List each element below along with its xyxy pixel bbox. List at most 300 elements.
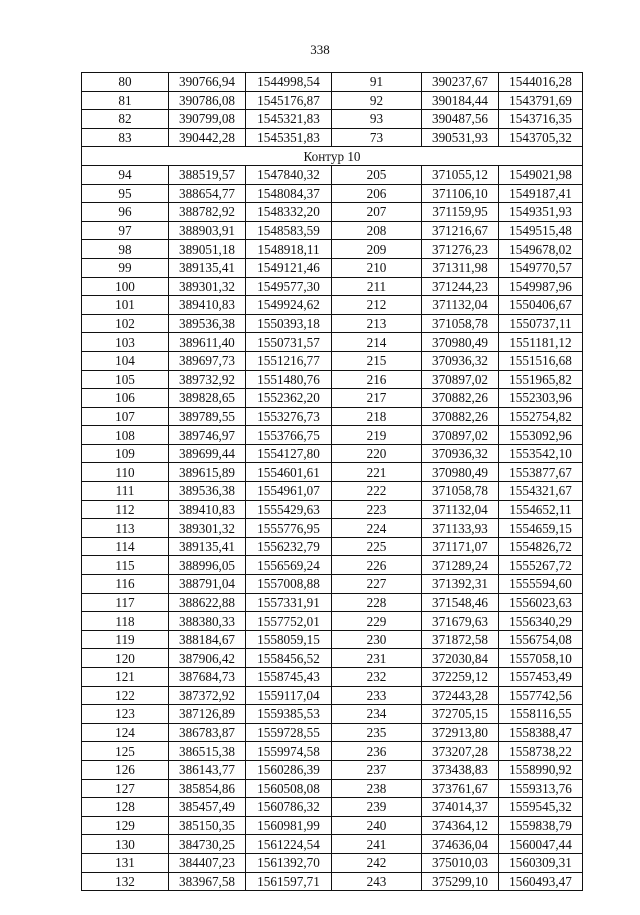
point-number-cell: 99: [82, 258, 169, 277]
point-number-cell: 216: [332, 370, 422, 389]
point-number-cell: 91: [332, 73, 422, 92]
coordinate-cell: 388380,33: [169, 612, 246, 631]
coordinate-cell: 372443,28: [422, 686, 499, 705]
coordinate-cell: 1560786,32: [246, 798, 332, 817]
coordinate-cell: 1549770,57: [499, 258, 583, 277]
point-number-cell: 230: [332, 630, 422, 649]
coordinate-cell: 1549577,30: [246, 277, 332, 296]
coordinate-cell: 1547840,32: [246, 165, 332, 184]
coordinate-cell: 370936,32: [422, 351, 499, 370]
coordinate-cell: 1544016,28: [499, 73, 583, 92]
point-number-cell: 237: [332, 760, 422, 779]
coordinate-cell: 389135,41: [169, 537, 246, 556]
coordinate-cell: 1560493,47: [499, 872, 583, 891]
coordinate-cell: 1543791,69: [499, 91, 583, 110]
point-number-cell: 209: [332, 240, 422, 259]
coordinate-cell: 1556232,79: [246, 537, 332, 556]
point-number-cell: 227: [332, 575, 422, 594]
coordinate-cell: 389615,89: [169, 463, 246, 482]
point-number-cell: 81: [82, 91, 169, 110]
table-row: [82, 686, 583, 705]
coordinate-cell: 389697,73: [169, 351, 246, 370]
table-row: [82, 482, 583, 501]
table-row: [82, 314, 583, 333]
coordinate-cell: 390487,56: [422, 110, 499, 129]
table-row: [82, 593, 583, 612]
table-row: [82, 407, 583, 426]
coordinate-cell: 1543705,32: [499, 128, 583, 147]
point-number-cell: 238: [332, 779, 422, 798]
table-row: [82, 705, 583, 724]
coordinate-cell: 371132,04: [422, 500, 499, 519]
coordinate-cell: 1557058,10: [499, 649, 583, 668]
coordinate-cell: 1555429,63: [246, 500, 332, 519]
table-row: [82, 128, 583, 147]
coordinate-cell: 389410,83: [169, 500, 246, 519]
coordinate-cell: 385150,35: [169, 816, 246, 835]
point-number-cell: 108: [82, 426, 169, 445]
coordinate-cell: 1550406,67: [499, 296, 583, 315]
table-row: [82, 649, 583, 668]
coordinate-cell: 386515,38: [169, 742, 246, 761]
point-number-cell: 80: [82, 73, 169, 92]
coordinate-cell: 1552303,96: [499, 389, 583, 408]
coordinate-cell: 388903,91: [169, 221, 246, 240]
point-number-cell: 220: [332, 444, 422, 463]
coordinate-cell: 1551965,82: [499, 370, 583, 389]
table-row: [82, 277, 583, 296]
table-row: [82, 537, 583, 556]
point-number-cell: 101: [82, 296, 169, 315]
table-row: [82, 668, 583, 687]
coordinate-cell: 385854,86: [169, 779, 246, 798]
coordinate-cell: 390184,44: [422, 91, 499, 110]
coordinate-cell: 371548,46: [422, 593, 499, 612]
table-row: [82, 630, 583, 649]
coordinate-cell: 1543716,35: [499, 110, 583, 129]
coordinate-cell: 1550731,57: [246, 333, 332, 352]
coordinate-cell: 1560508,08: [246, 779, 332, 798]
table-row: [82, 779, 583, 798]
coordinate-cell: 1549351,93: [499, 203, 583, 222]
coordinate-cell: 371132,04: [422, 296, 499, 315]
coordinate-cell: 390799,08: [169, 110, 246, 129]
coordinate-cell: 388184,67: [169, 630, 246, 649]
coordinate-cell: 375299,10: [422, 872, 499, 891]
point-number-cell: 93: [332, 110, 422, 129]
coordinate-cell: 1555776,95: [246, 519, 332, 538]
point-number-cell: 117: [82, 593, 169, 612]
coordinate-cell: 374364,12: [422, 816, 499, 835]
coordinate-cell: 1549678,02: [499, 240, 583, 259]
coordinate-cell: 1549987,96: [499, 277, 583, 296]
table-row: [82, 556, 583, 575]
coordinate-cell: 1549924,62: [246, 296, 332, 315]
point-number-cell: 114: [82, 537, 169, 556]
point-number-cell: 212: [332, 296, 422, 315]
point-number-cell: 130: [82, 835, 169, 854]
point-number-cell: 236: [332, 742, 422, 761]
coordinate-cell: 372030,84: [422, 649, 499, 668]
point-number-cell: 228: [332, 593, 422, 612]
table-row: [82, 73, 583, 92]
table-row: [82, 835, 583, 854]
point-number-cell: 107: [82, 407, 169, 426]
coordinate-cell: 1556023,63: [499, 593, 583, 612]
coordinate-cell: 1554127,80: [246, 444, 332, 463]
coordinate-cell: 370980,49: [422, 463, 499, 482]
point-number-cell: 96: [82, 203, 169, 222]
coordinate-cell: 1548084,37: [246, 184, 332, 203]
coordinate-cell: 1544998,54: [246, 73, 332, 92]
point-number-cell: 232: [332, 668, 422, 687]
coordinate-cell: 1545351,83: [246, 128, 332, 147]
coordinate-cell: 1553542,10: [499, 444, 583, 463]
coordinate-cell: 371289,24: [422, 556, 499, 575]
coordinate-cell: 388519,57: [169, 165, 246, 184]
coordinate-cell: 1555594,60: [499, 575, 583, 594]
coordinate-cell: 1554321,67: [499, 482, 583, 501]
coordinate-cell: 1558990,92: [499, 760, 583, 779]
coordinate-cell: 387906,42: [169, 649, 246, 668]
coordinate-cell: 1559728,55: [246, 723, 332, 742]
coordinate-cell: 370882,26: [422, 407, 499, 426]
point-number-cell: 225: [332, 537, 422, 556]
point-number-cell: 126: [82, 760, 169, 779]
coordinate-cell: 1561224,54: [246, 835, 332, 854]
coordinate-cell: 389828,65: [169, 389, 246, 408]
coordinate-cell: 371106,10: [422, 184, 499, 203]
coordinate-cell: 1548918,11: [246, 240, 332, 259]
point-number-cell: 82: [82, 110, 169, 129]
coordinate-cell: 1558059,15: [246, 630, 332, 649]
coordinate-cell: 374636,04: [422, 835, 499, 854]
coordinate-cell: 370897,02: [422, 426, 499, 445]
coordinate-cell: 371276,23: [422, 240, 499, 259]
table-row: [82, 426, 583, 445]
coordinates-table-body: [82, 73, 583, 891]
point-number-cell: 109: [82, 444, 169, 463]
coordinate-cell: 371058,78: [422, 482, 499, 501]
point-number-cell: 97: [82, 221, 169, 240]
table-row: [82, 500, 583, 519]
coordinate-cell: 1553092,96: [499, 426, 583, 445]
table-row: [82, 723, 583, 742]
point-number-cell: 116: [82, 575, 169, 594]
coordinate-cell: 371133,93: [422, 519, 499, 538]
point-number-cell: 123: [82, 705, 169, 724]
point-number-cell: 115: [82, 556, 169, 575]
table-row: [82, 742, 583, 761]
point-number-cell: 111: [82, 482, 169, 501]
point-number-cell: 213: [332, 314, 422, 333]
coordinate-cell: 1559117,04: [246, 686, 332, 705]
coordinate-cell: 1551181,12: [499, 333, 583, 352]
coordinate-cell: 1549121,46: [246, 258, 332, 277]
coordinate-cell: 371216,67: [422, 221, 499, 240]
coordinate-cell: 389536,38: [169, 314, 246, 333]
point-number-cell: 229: [332, 612, 422, 631]
coordinate-cell: 390766,94: [169, 73, 246, 92]
coordinate-cell: 1561597,71: [246, 872, 332, 891]
coordinate-cell: 1557453,49: [499, 668, 583, 687]
coordinate-cell: 1545321,83: [246, 110, 332, 129]
coordinate-cell: 1553877,67: [499, 463, 583, 482]
coordinate-cell: 370936,32: [422, 444, 499, 463]
coordinate-cell: 371679,63: [422, 612, 499, 631]
point-number-cell: 92: [332, 91, 422, 110]
table-row: [82, 444, 583, 463]
coordinate-cell: 389789,55: [169, 407, 246, 426]
coordinate-cell: 1559313,76: [499, 779, 583, 798]
coordinate-cell: 371055,12: [422, 165, 499, 184]
table-row: [82, 575, 583, 594]
table-row: [82, 221, 583, 240]
coordinate-cell: 1560286,39: [246, 760, 332, 779]
coordinate-cell: 1559974,58: [246, 742, 332, 761]
table-row: [82, 351, 583, 370]
coordinate-cell: 1556754,08: [499, 630, 583, 649]
point-number-cell: 241: [332, 835, 422, 854]
coordinate-cell: 388996,05: [169, 556, 246, 575]
point-number-cell: 110: [82, 463, 169, 482]
point-number-cell: 219: [332, 426, 422, 445]
point-number-cell: 94: [82, 165, 169, 184]
point-number-cell: 125: [82, 742, 169, 761]
coordinates-table: [81, 72, 583, 891]
coordinate-cell: 372705,15: [422, 705, 499, 724]
coordinate-cell: 386783,87: [169, 723, 246, 742]
point-number-cell: 205: [332, 165, 422, 184]
coordinate-cell: 1550393,18: [246, 314, 332, 333]
coordinate-cell: 389410,83: [169, 296, 246, 315]
table-row: [82, 612, 583, 631]
coordinate-cell: 1552754,82: [499, 407, 583, 426]
coordinate-cell: 1557008,88: [246, 575, 332, 594]
coordinate-cell: 1554652,11: [499, 500, 583, 519]
coordinate-cell: 373438,83: [422, 760, 499, 779]
coordinate-cell: 1548332,20: [246, 203, 332, 222]
point-number-cell: 103: [82, 333, 169, 352]
table-row: [82, 798, 583, 817]
point-number-cell: 118: [82, 612, 169, 631]
coordinate-cell: 371058,78: [422, 314, 499, 333]
coordinate-cell: 371159,95: [422, 203, 499, 222]
coordinate-cell: 373761,67: [422, 779, 499, 798]
point-number-cell: 120: [82, 649, 169, 668]
page-number: 338: [310, 42, 330, 57]
point-number-cell: 222: [332, 482, 422, 501]
coordinate-cell: 1554659,15: [499, 519, 583, 538]
point-number-cell: 124: [82, 723, 169, 742]
coordinate-cell: 388654,77: [169, 184, 246, 203]
coordinate-cell: 1545176,87: [246, 91, 332, 110]
coordinate-cell: 1549515,48: [499, 221, 583, 240]
coordinate-cell: 1559385,53: [246, 705, 332, 724]
point-number-cell: 98: [82, 240, 169, 259]
point-number-cell: 208: [332, 221, 422, 240]
coordinate-cell: 1551516,68: [499, 351, 583, 370]
coordinate-cell: 387372,92: [169, 686, 246, 705]
coordinate-cell: 389611,40: [169, 333, 246, 352]
coordinate-cell: 390786,08: [169, 91, 246, 110]
table-row: [82, 333, 583, 352]
coordinate-cell: 1556340,29: [499, 612, 583, 631]
coordinate-cell: 371872,58: [422, 630, 499, 649]
point-number-cell: 112: [82, 500, 169, 519]
coordinate-cell: 383967,58: [169, 872, 246, 891]
point-number-cell: 215: [332, 351, 422, 370]
coordinate-cell: 389135,41: [169, 258, 246, 277]
coordinate-cell: 389051,18: [169, 240, 246, 259]
point-number-cell: 235: [332, 723, 422, 742]
coordinate-cell: 388791,04: [169, 575, 246, 594]
point-number-cell: 234: [332, 705, 422, 724]
point-number-cell: 100: [82, 277, 169, 296]
coordinate-cell: 371392,31: [422, 575, 499, 594]
point-number-cell: 113: [82, 519, 169, 538]
point-number-cell: 73: [332, 128, 422, 147]
coordinate-cell: 1557752,01: [246, 612, 332, 631]
table-row: [82, 165, 583, 184]
point-number-cell: 221: [332, 463, 422, 482]
point-number-cell: 206: [332, 184, 422, 203]
point-number-cell: 231: [332, 649, 422, 668]
table-row: [82, 463, 583, 482]
coordinate-cell: 390237,67: [422, 73, 499, 92]
point-number-cell: 119: [82, 630, 169, 649]
point-number-cell: 104: [82, 351, 169, 370]
coordinate-cell: 1558738,22: [499, 742, 583, 761]
point-number-cell: 127: [82, 779, 169, 798]
coordinate-cell: 389746,97: [169, 426, 246, 445]
point-number-cell: 83: [82, 128, 169, 147]
point-number-cell: 243: [332, 872, 422, 891]
coordinate-cell: 371171,07: [422, 537, 499, 556]
coordinate-cell: 388622,88: [169, 593, 246, 612]
coordinate-cell: 1560981,99: [246, 816, 332, 835]
point-number-cell: 210: [332, 258, 422, 277]
coordinate-cell: 371311,98: [422, 258, 499, 277]
coordinate-cell: 1553276,73: [246, 407, 332, 426]
coordinate-cell: 1554961,07: [246, 482, 332, 501]
coordinate-cell: 1558116,55: [499, 705, 583, 724]
coordinate-cell: 1552362,20: [246, 389, 332, 408]
coordinate-cell: 372913,80: [422, 723, 499, 742]
coordinate-cell: 371244,23: [422, 277, 499, 296]
coordinate-cell: 389301,32: [169, 277, 246, 296]
coordinate-cell: 1558456,52: [246, 649, 332, 668]
coordinate-cell: 375010,03: [422, 853, 499, 872]
table-row: [82, 760, 583, 779]
point-number-cell: 128: [82, 798, 169, 817]
point-number-cell: 224: [332, 519, 422, 538]
coordinate-cell: 1555267,72: [499, 556, 583, 575]
point-number-cell: 132: [82, 872, 169, 891]
point-number-cell: 239: [332, 798, 422, 817]
coordinate-cell: 1557742,56: [499, 686, 583, 705]
point-number-cell: 217: [332, 389, 422, 408]
point-number-cell: 226: [332, 556, 422, 575]
coordinate-cell: 389699,44: [169, 444, 246, 463]
coordinate-cell: 390442,28: [169, 128, 246, 147]
coordinate-cell: 1549021,98: [499, 165, 583, 184]
coordinate-cell: 1559838,79: [499, 816, 583, 835]
coordinate-cell: 1561392,70: [246, 853, 332, 872]
coordinate-cell: 384730,25: [169, 835, 246, 854]
coordinate-cell: 389301,32: [169, 519, 246, 538]
point-number-cell: 105: [82, 370, 169, 389]
coordinate-cell: 1551480,76: [246, 370, 332, 389]
coordinate-cell: 1548583,59: [246, 221, 332, 240]
point-number-cell: 121: [82, 668, 169, 687]
coordinate-cell: 370882,26: [422, 389, 499, 408]
table-row: [82, 296, 583, 315]
coordinate-cell: 389536,38: [169, 482, 246, 501]
point-number-cell: 218: [332, 407, 422, 426]
point-number-cell: 95: [82, 184, 169, 203]
coordinate-cell: 1559545,32: [499, 798, 583, 817]
table-row: [82, 184, 583, 203]
coordinate-cell: 373207,28: [422, 742, 499, 761]
table-row: [82, 110, 583, 129]
coordinate-cell: 370897,02: [422, 370, 499, 389]
point-number-cell: 240: [332, 816, 422, 835]
coordinate-cell: 1558388,47: [499, 723, 583, 742]
coordinate-cell: 1554826,72: [499, 537, 583, 556]
coordinate-cell: 388782,92: [169, 203, 246, 222]
point-number-cell: 106: [82, 389, 169, 408]
table-row: [82, 816, 583, 835]
table-row: [82, 872, 583, 891]
point-number-cell: 223: [332, 500, 422, 519]
table-row: [82, 91, 583, 110]
point-number-cell: 102: [82, 314, 169, 333]
table-row: [82, 389, 583, 408]
point-number-cell: 233: [332, 686, 422, 705]
coordinate-cell: 390531,93: [422, 128, 499, 147]
point-number-cell: 242: [332, 853, 422, 872]
coordinate-cell: 1560309,31: [499, 853, 583, 872]
coordinate-cell: 1553766,75: [246, 426, 332, 445]
coordinate-cell: 1549187,41: [499, 184, 583, 203]
coordinate-cell: 370980,49: [422, 333, 499, 352]
table-row: [82, 519, 583, 538]
coordinate-cell: 372259,12: [422, 668, 499, 687]
coordinate-cell: 385457,49: [169, 798, 246, 817]
contour-header-row: [82, 147, 583, 166]
coordinate-cell: 1560047,44: [499, 835, 583, 854]
coordinate-cell: 1554601,61: [246, 463, 332, 482]
table-row: [82, 258, 583, 277]
table-row: [82, 370, 583, 389]
coordinate-cell: 1550737,11: [499, 314, 583, 333]
coordinate-cell: 1551216,77: [246, 351, 332, 370]
coordinate-cell: 1558745,43: [246, 668, 332, 687]
coordinate-cell: 1557331,91: [246, 593, 332, 612]
table-row: [82, 240, 583, 259]
coordinate-cell: 389732,92: [169, 370, 246, 389]
coordinate-cell: 1556569,24: [246, 556, 332, 575]
point-number-cell: 207: [332, 203, 422, 222]
coordinate-cell: 387684,73: [169, 668, 246, 687]
point-number-cell: 129: [82, 816, 169, 835]
table-row: [82, 853, 583, 872]
coordinate-cell: 384407,23: [169, 853, 246, 872]
point-number-cell: 211: [332, 277, 422, 296]
coordinate-cell: 374014,37: [422, 798, 499, 817]
coordinate-cell: 387126,89: [169, 705, 246, 724]
